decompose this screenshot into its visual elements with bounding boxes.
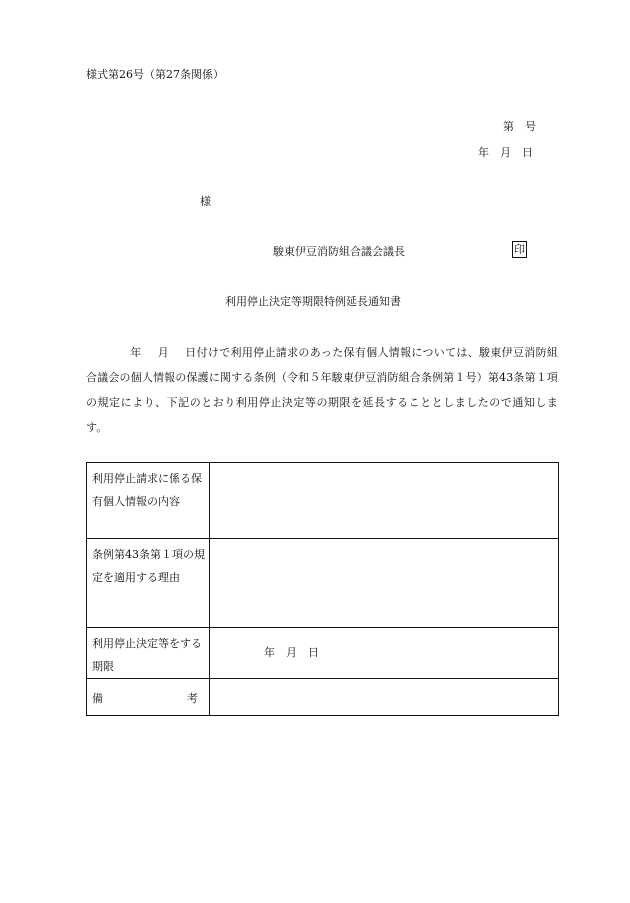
- sender-name: 駿東伊豆消防組合議会議長: [273, 245, 405, 258]
- body-date-month: 月: [157, 346, 170, 359]
- document-title: 利用停止決定等期限特例延長通知書: [225, 295, 401, 308]
- remarks-label: [87, 679, 210, 716]
- table-row: [87, 463, 559, 539]
- remarks-label-left: 備: [92, 692, 103, 705]
- row-label: 利用停止決定等をする期限: [87, 628, 210, 679]
- table-row: [87, 628, 559, 679]
- table-row: [87, 539, 559, 628]
- table-row: [87, 679, 559, 716]
- body-text: 日付けで利用停止請求のあった保有個人情報については、駿東伊豆消防組合議会の個人情報の保護に関する条例（令和５年駿東伊豆消防組合条例第１号）第43条第１項の規定により、下記のとおり利用停止決定等の期限を延長することとしましたので通知します。: [86, 346, 558, 434]
- document-date-label: 年 月 日: [478, 146, 533, 159]
- form-number: 様式第26号（第27条関係）: [86, 68, 224, 81]
- body-paragraph: [86, 340, 558, 440]
- row-label: 条例第43条第１項の規定を適用する理由: [87, 539, 210, 628]
- remarks-value: [210, 679, 559, 716]
- seal-mark: 印: [514, 243, 525, 256]
- body-date-year: 年: [130, 346, 142, 359]
- row-value: [210, 463, 559, 539]
- document-number-label: 第 号: [503, 120, 536, 133]
- addressee-suffix: 様: [200, 195, 211, 208]
- remarks-label-right: 考: [187, 692, 198, 705]
- row-value: [210, 539, 559, 628]
- details-table: [86, 462, 559, 716]
- row-label: 利用停止請求に係る保有個人情報の内容: [87, 463, 210, 539]
- deadline-date-value: 年 月 日: [210, 628, 559, 679]
